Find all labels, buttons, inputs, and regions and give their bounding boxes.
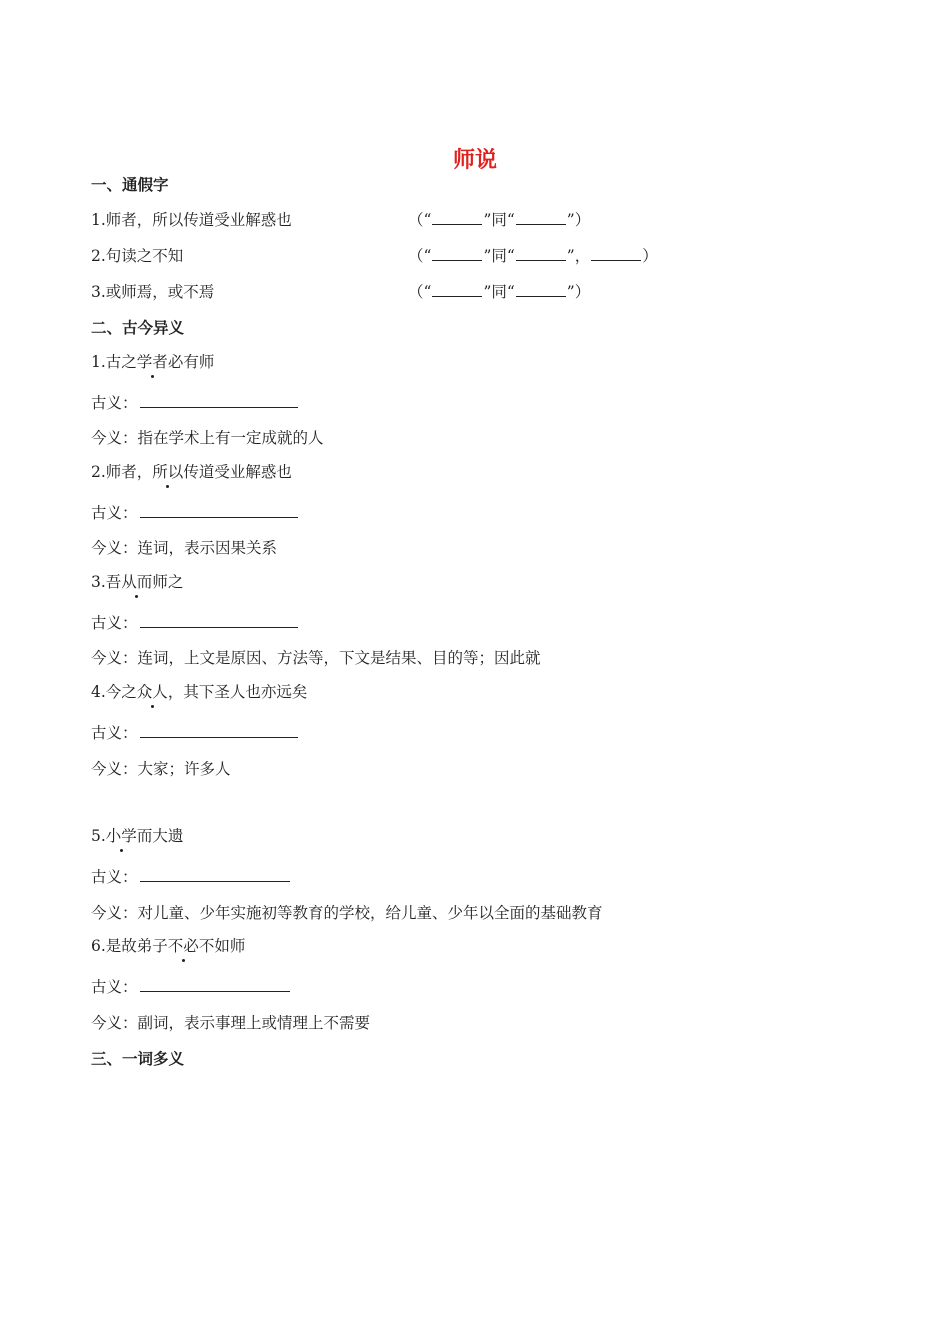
yiyi-item-5: 5.小学而大遗 <box>91 827 184 845</box>
ancient-meaning-5: 古义： <box>91 867 290 887</box>
yiyi-item-4: 4.今之众人，其下圣人也亦远矣 <box>91 683 308 701</box>
blank-field[interactable] <box>432 246 482 261</box>
blank-field[interactable] <box>516 246 566 261</box>
emphasized-word: 小学 <box>105 827 137 845</box>
yiyi-item-3: 3.吾从而师之 <box>91 573 184 591</box>
emphasized-word: 众人 <box>136 683 168 701</box>
modern-meaning-6: 今义：副词，表示事理上或情理上不需要 <box>91 1014 371 1032</box>
emphasized-word: 从而 <box>121 573 153 591</box>
ancient-meaning-4: 古义： <box>91 723 298 743</box>
blank-field[interactable] <box>516 210 566 225</box>
tongjia-fill-2[interactable]: （“ ”同“ ”， ） <box>408 247 658 265</box>
blank-field[interactable] <box>516 282 566 297</box>
blank-field[interactable] <box>432 210 482 225</box>
tongjia-item-3: 3.或师焉，或不焉 <box>91 283 215 301</box>
modern-meaning-5: 今义：对儿童、少年实施初等教育的学校，给儿童、少年以全面的基础教育 <box>91 904 603 922</box>
ancient-meaning-1: 古义： <box>91 393 298 413</box>
ancient-meaning-2: 古义： <box>91 503 298 523</box>
tongjia-fill-3[interactable]: （“ ”同“ ”） <box>408 283 591 301</box>
answer-blank[interactable] <box>140 977 290 992</box>
ancient-meaning-3: 古义： <box>91 613 298 633</box>
answer-blank[interactable] <box>140 867 290 882</box>
blank-field[interactable] <box>432 282 482 297</box>
page-title: 师说 <box>452 148 497 173</box>
yiyi-item-1: 1.古之学者必有师 <box>91 353 215 371</box>
modern-meaning-4: 今义：大家；许多人 <box>91 760 231 778</box>
emphasized-word: 学者 <box>136 353 168 371</box>
ancient-meaning-6: 古义： <box>91 977 290 997</box>
answer-blank[interactable] <box>140 613 298 628</box>
answer-blank[interactable] <box>140 503 298 518</box>
section-heading-gujinyiyi: 二、古今异义 <box>91 319 185 337</box>
answer-blank[interactable] <box>140 723 298 738</box>
modern-meaning-2: 今义：连词，表示因果关系 <box>91 539 278 557</box>
tongjia-fill-1[interactable]: （“ ”同“ ”） <box>408 211 591 229</box>
modern-meaning-3: 今义：连词，上文是原因、方法等，下文是结果、目的等；因此就 <box>91 649 541 667</box>
emphasized-word: 不必 <box>167 937 199 955</box>
yiyi-item-2: 2.师者，所以传道受业解惑也 <box>91 463 292 481</box>
answer-blank[interactable] <box>140 393 298 408</box>
section-heading-tongjiazi: 一、通假字 <box>91 176 169 194</box>
emphasized-word: 所以 <box>152 463 184 481</box>
modern-meaning-1: 今义：指在学术上有一定成就的人 <box>91 429 324 447</box>
yiyi-item-6: 6.是故弟子不必不如师 <box>91 937 246 955</box>
section-heading-yiciduoyi: 三、一词多义 <box>91 1050 185 1068</box>
tongjia-item-2: 2.句读之不知 <box>91 247 184 265</box>
tongjia-item-1: 1.师者，所以传道受业解惑也 <box>91 211 292 229</box>
blank-field[interactable] <box>591 246 641 261</box>
